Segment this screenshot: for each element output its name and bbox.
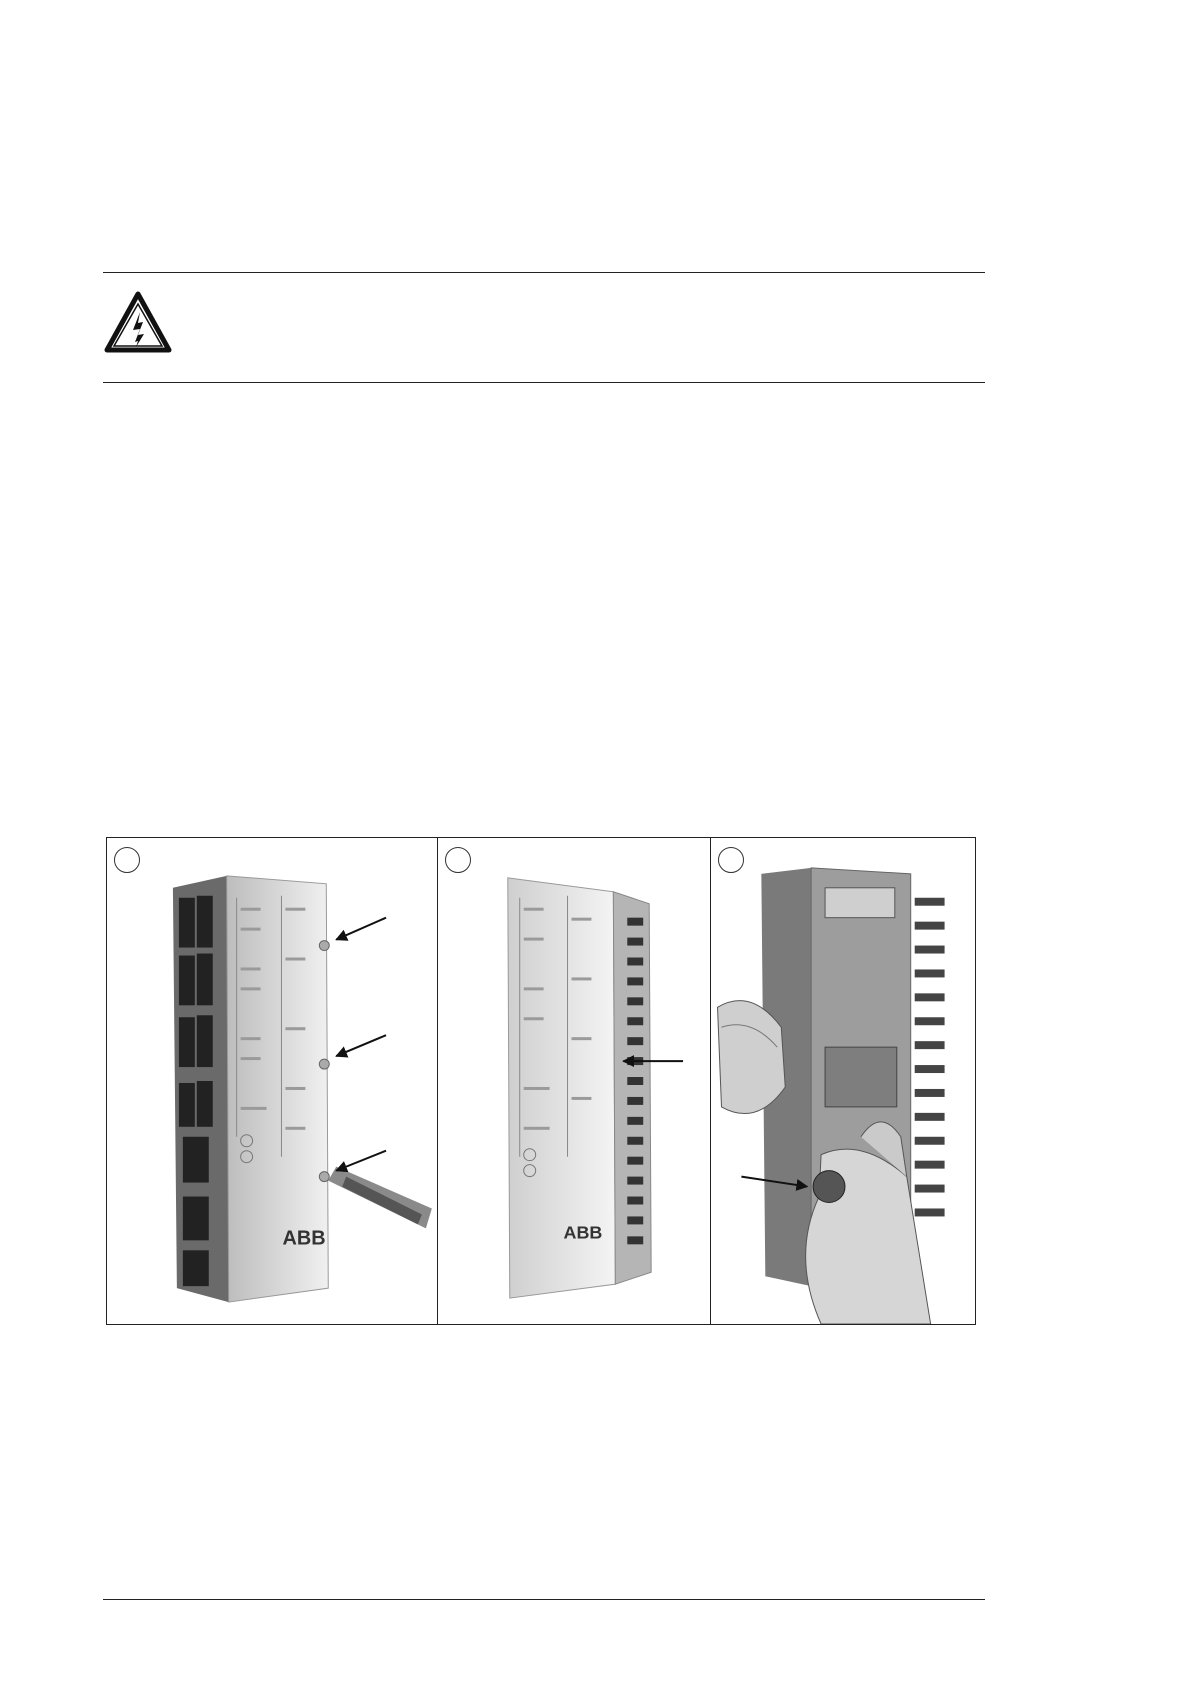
figure-panel-step-2 [438,838,711,1324]
battery-replacement-figure [106,837,976,1325]
figure-panel-step-3 [711,838,974,1324]
warning-bottom-rule [103,382,985,383]
warning-top-rule [103,272,985,273]
footer-rule [103,1599,985,1600]
battery-removal-illustration [711,838,974,1324]
figure-panel-step-1 [107,838,438,1324]
device-with-screwdriver-illustration [107,838,437,1324]
abb-logo-2: ABB [563,1222,603,1243]
abb-logo: ABB [282,1227,326,1250]
device-cover-open-illustration [438,838,710,1324]
step-2-marker [445,847,471,873]
step-3-marker [718,847,744,873]
high-voltage-warning-icon [103,290,173,354]
step-1-marker [114,847,140,873]
